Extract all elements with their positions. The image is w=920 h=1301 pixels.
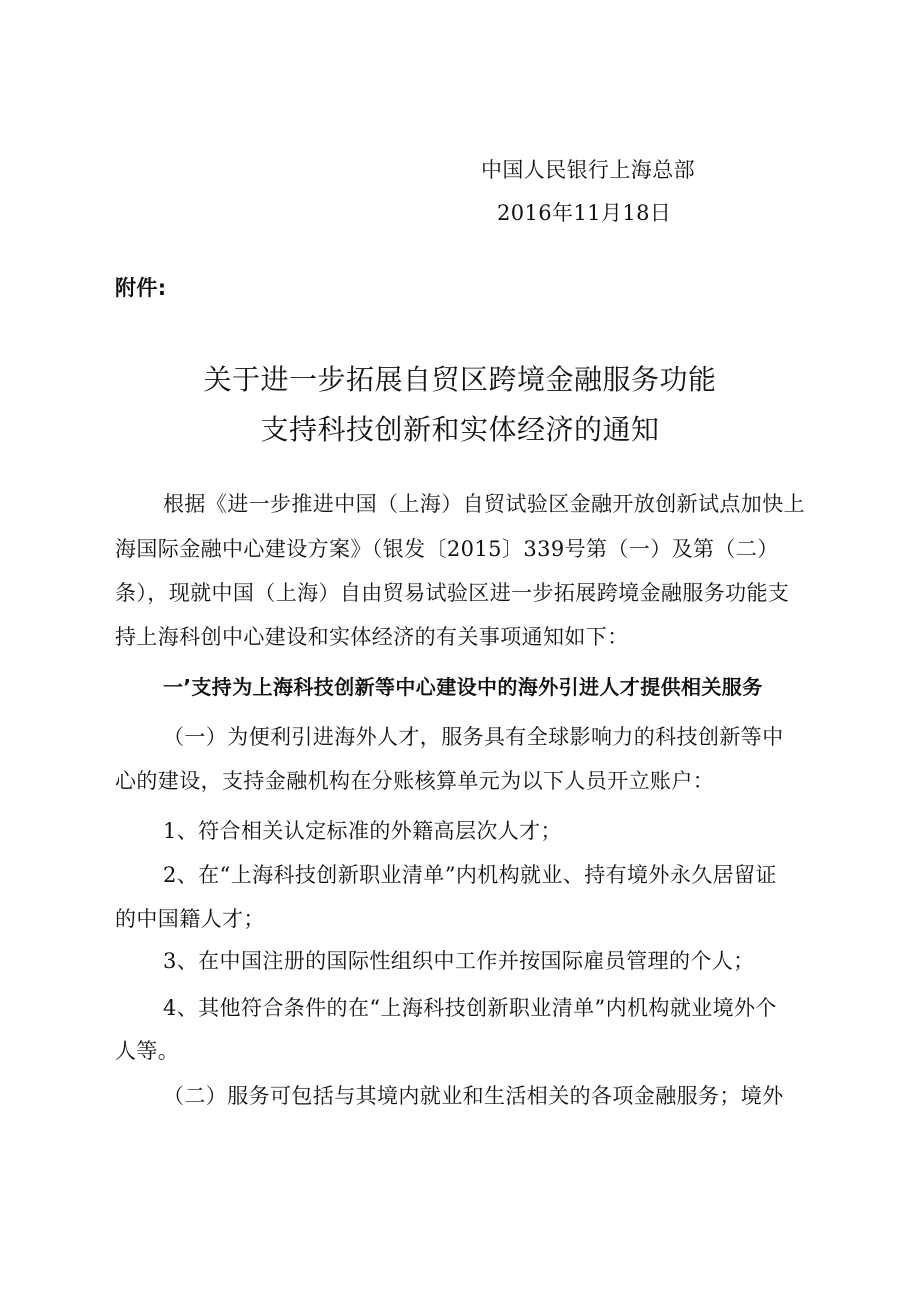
paragraph-1-line-2: 心的建设，支持金融机构在分账核算单元为以下人员开立账户： bbox=[115, 769, 715, 793]
paragraph-1-line-1: （一）为便利引进海外人才，服务具有全球影响力的科技创新等中 bbox=[163, 725, 784, 749]
attachment-label: 附件: bbox=[115, 276, 167, 300]
list-item-4-line-1: 4、其他符合条件的在“上海科技创新职业清单”内机构就业境外个 bbox=[163, 996, 777, 1020]
list-item-4-line-2: 人等。 bbox=[115, 1039, 180, 1063]
issue-date: 2016年11月18日 bbox=[497, 201, 672, 225]
list-item-2-line-2: 的中国籍人才； bbox=[115, 907, 265, 931]
section-1-heading: 一’支持为上海科技创新等中心建设中的海外引进人才提供相关服务 bbox=[163, 675, 763, 699]
list-item-3: 3、在中国注册的国际性组织中工作并按国际雇员管理的个人； bbox=[163, 949, 755, 973]
list-item-1: 1、符合相关认定标准的外籍高层次人才； bbox=[163, 819, 562, 843]
intro-line-4: 持上海科创中心建设和实体经济的有关事项通知如下： bbox=[115, 625, 629, 649]
issuer-name: 中国人民银行上海总部 bbox=[481, 158, 695, 182]
list-item-2-line-1: 2、在“上海科技创新职业清单”内机构就业、持有境外永久居留证 bbox=[163, 863, 777, 887]
intro-line-3: 条），现就中国（上海）自由贸易试验区进一步拓展跨境金融服务功能支 bbox=[115, 581, 790, 605]
intro-line-1: 根据《进一步推进中国（上海）自贸试验区金融开放创新试点加快上 bbox=[163, 492, 805, 516]
document-title-line-2: 支持科技创新和实体经济的通知 bbox=[260, 413, 660, 446]
intro-line-2: 海国际金融中心建设方案》（银发〔2015〕339号第（一）及第（二） bbox=[115, 537, 779, 561]
document-title-line-1: 关于进一步拓展自贸区跨境金融服务功能 bbox=[203, 363, 717, 396]
paragraph-2-line-1: （二）服务可包括与其境内就业和生活相关的各项金融服务；境外 bbox=[163, 1084, 784, 1108]
